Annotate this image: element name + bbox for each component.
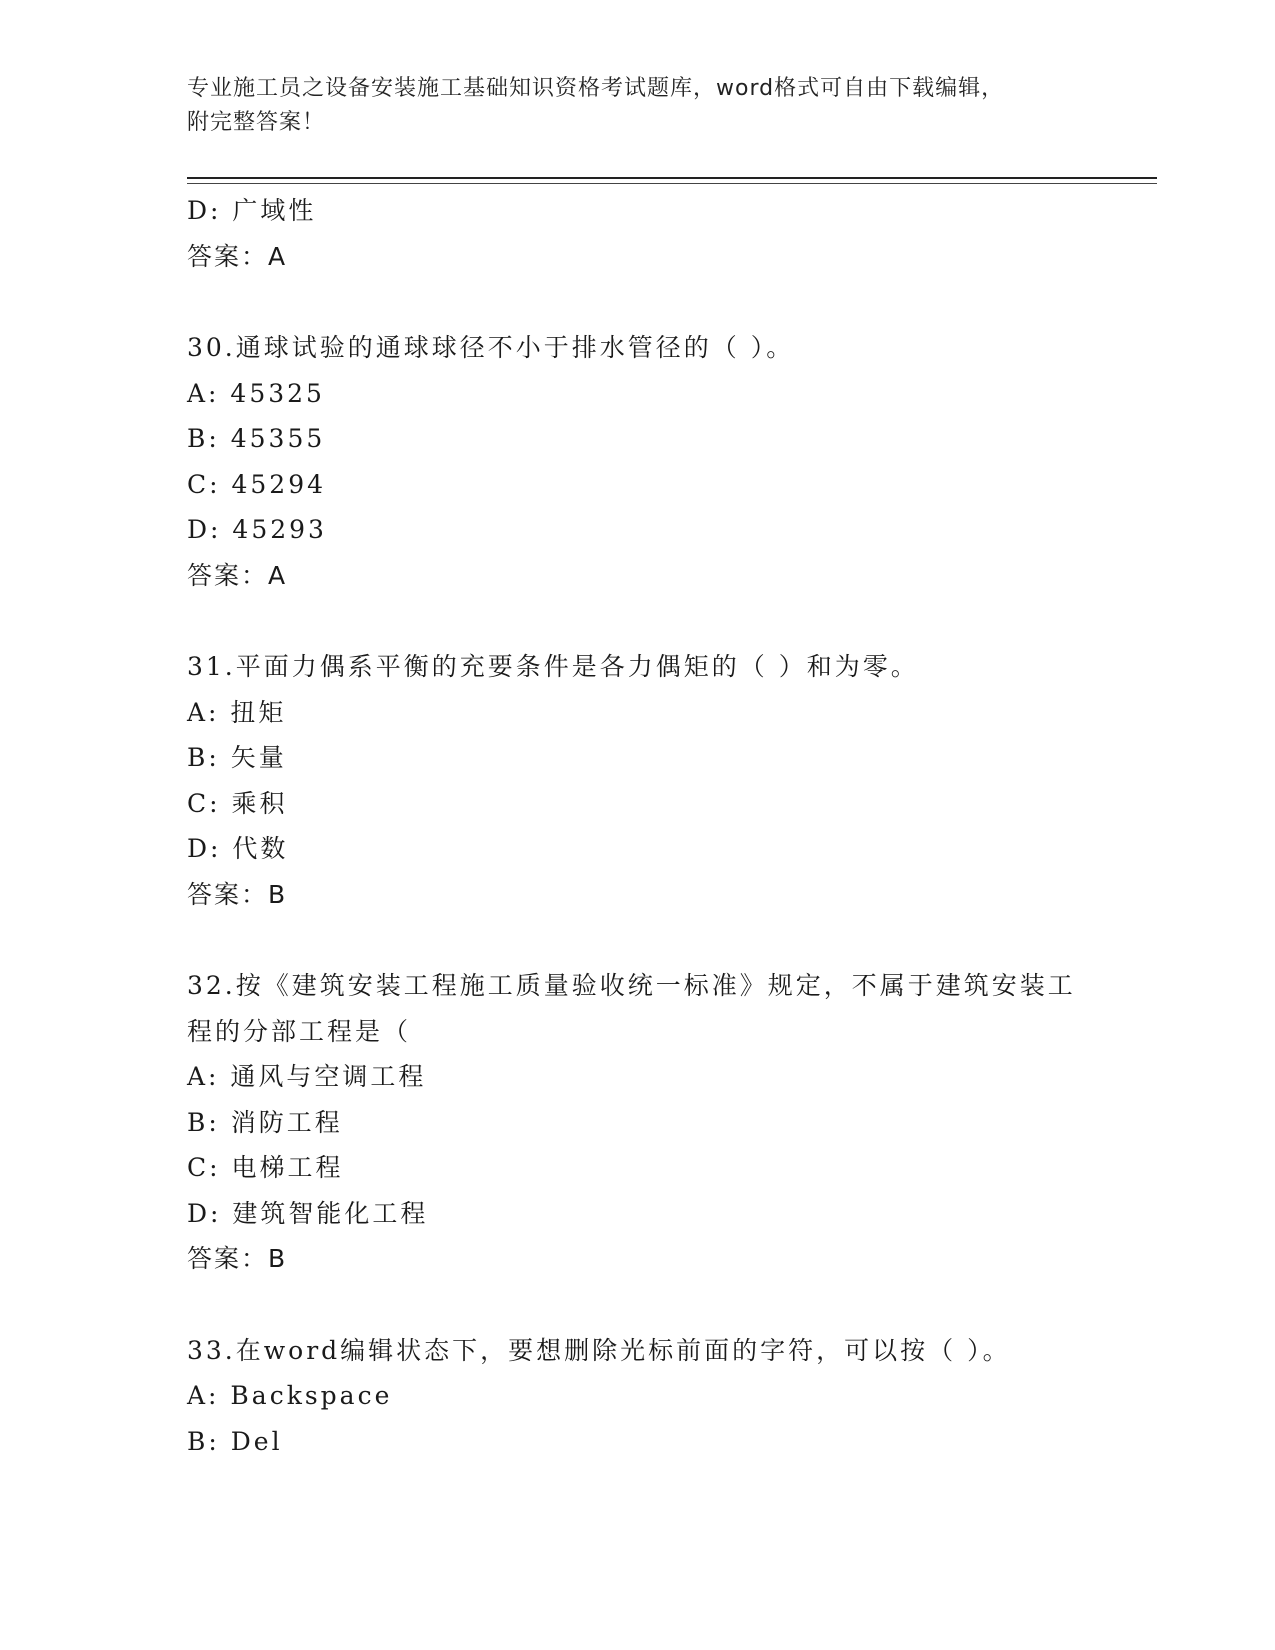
option-d: D: 建筑智能化工程 — [187, 1198, 429, 1228]
option-a: A: Backspace — [187, 1381, 393, 1410]
answer: 答案：A — [187, 560, 288, 590]
question-31 — [187, 644, 1157, 917]
option-b: B: 矢量 — [187, 743, 287, 772]
question-text: 30.通球试验的通球球径不小于排水管径的（ ）。 — [187, 333, 795, 362]
question-33 — [187, 1328, 1157, 1465]
prev-option-d: D: 广域性 — [187, 196, 317, 225]
option-a: A: 扭矩 — [187, 697, 287, 727]
option-d: D: 代数 — [187, 834, 289, 863]
prev-answer: 答案：A — [187, 241, 288, 271]
question-30 — [187, 325, 1157, 598]
question-32 — [187, 963, 1157, 1282]
option-c: C: 乘积 — [187, 788, 288, 818]
option-a: A: 45325 — [187, 378, 325, 408]
question-list — [187, 188, 1157, 1464]
option-c: C: 电梯工程 — [187, 1153, 344, 1182]
question-text: 33.在word编辑状态下，要想删除光标前面的字符，可以按（ ）。 — [187, 1335, 1011, 1365]
page-header — [187, 72, 1087, 140]
answer: 答案：B — [187, 879, 288, 909]
header-rule-thick — [187, 177, 1157, 179]
header-line-2: 附完整答案！ — [187, 110, 326, 135]
answer: 答案：B — [187, 1244, 288, 1273]
option-b: B: 消防工程 — [187, 1107, 343, 1137]
option-b: B: Del — [187, 1426, 283, 1456]
option-a: A: 通风与空调工程 — [187, 1062, 427, 1091]
option-b: B: 45355 — [187, 424, 326, 453]
question-text: 32.按《建筑安装工程施工质量验收统一标准》规定，不属于建筑安装工程的分部工程是（ — [187, 971, 1076, 1046]
header-rule-thin — [187, 183, 1157, 184]
option-d: D: 45293 — [187, 515, 327, 544]
header-line-1: 专业施工员之设备安装施工基础知识资格考试题库，word格式可自由下载编辑， — [187, 76, 1005, 101]
option-c: C: 45294 — [187, 469, 327, 499]
question-text: 31.平面力偶系平衡的充要条件是各力偶矩的（ ）和为零。 — [187, 652, 919, 681]
